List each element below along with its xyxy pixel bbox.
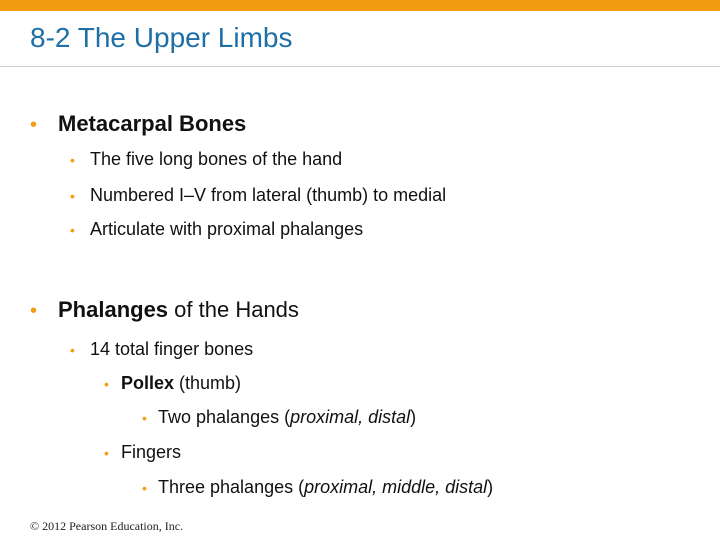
two-phalanges-prefix: Two phalanges ( — [158, 407, 291, 427]
phalanges-heading: Phalanges — [58, 297, 169, 322]
bullet-icon: • — [30, 114, 38, 136]
bullet-icon: • — [142, 480, 147, 496]
bullet-articulate: Articulate with proximal phalanges — [90, 219, 364, 239]
pollex-term: Pollex — [121, 373, 175, 393]
top-accent-bar — [0, 0, 720, 11]
two-phalanges-italic: proximal, distal — [290, 407, 411, 427]
phalanges-heading-rest: of the Hands — [168, 297, 299, 322]
copyright-footer: © 2012 Pearson Education, Inc. — [30, 519, 184, 533]
bullet-metacarpal-bones — [58, 111, 246, 137]
bullet-icon: • — [30, 300, 38, 322]
three-phalanges-prefix: Three phalanges ( — [158, 477, 305, 497]
bullet-finger-bones: 14 total finger bones — [90, 339, 254, 359]
bullet-numbered: Numbered I–V from lateral (thumb) to medial — [90, 185, 447, 205]
bullet-three-phalanges — [158, 477, 493, 498]
bullet-icon: • — [104, 376, 109, 392]
bullet-five-long-bones: The five long bones of the hand — [90, 149, 343, 169]
bullet-icon: • — [70, 188, 75, 204]
bullet-fingers: Fingers — [121, 442, 182, 462]
three-phalanges-italic: proximal, middle, distal — [304, 477, 488, 497]
bullet-icon: • — [142, 410, 147, 426]
bullet-pollex — [121, 373, 241, 394]
bullet-icon: • — [70, 152, 75, 168]
bullet-icon: • — [70, 222, 75, 238]
bullet-phalanges-of-hands — [58, 297, 299, 323]
two-phalanges-suffix: ) — [410, 407, 417, 427]
title-divider — [0, 66, 720, 67]
bullet-icon: • — [70, 342, 75, 358]
bullet-icon: • — [104, 445, 109, 461]
three-phalanges-suffix: ) — [487, 477, 494, 497]
pollex-rest: (thumb) — [174, 373, 242, 393]
bullet-two-phalanges — [158, 407, 416, 428]
metacarpal-heading: Metacarpal Bones — [58, 111, 247, 136]
slide-title: 8-2 The Upper Limbs — [30, 22, 293, 53]
